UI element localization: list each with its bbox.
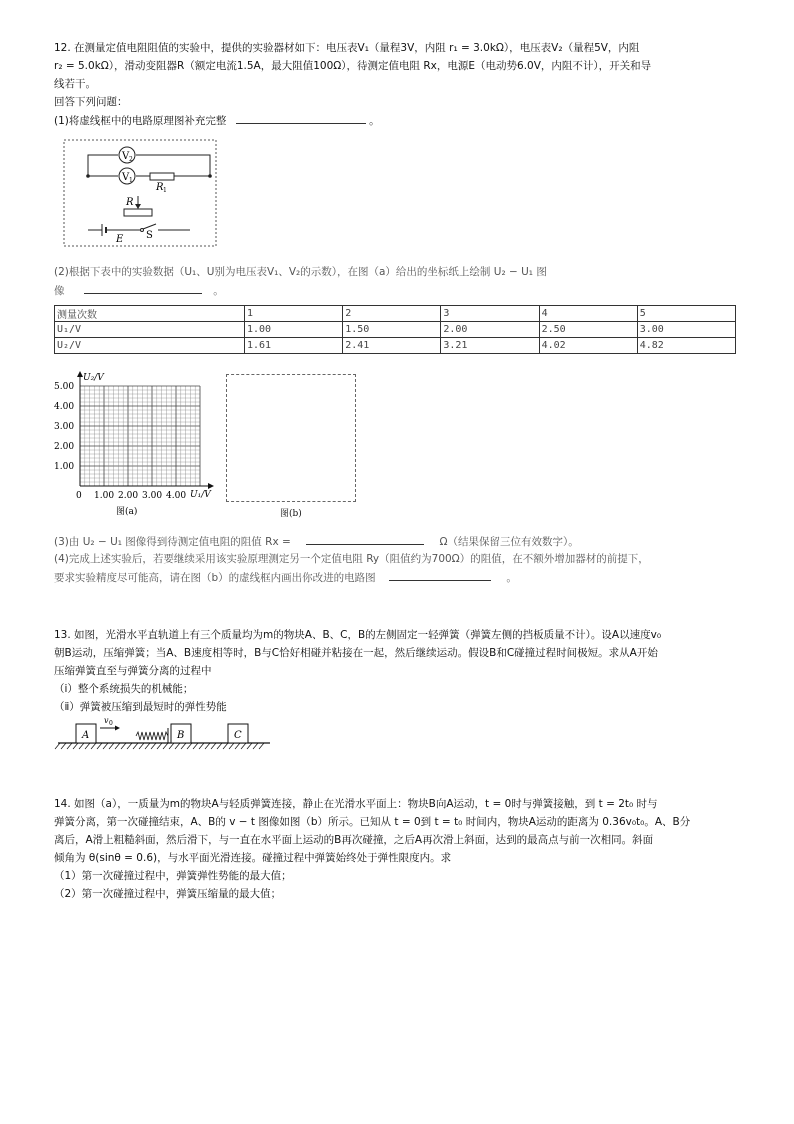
rheostat-r-symbol	[124, 209, 152, 216]
table-cell: 2	[343, 306, 441, 322]
circuit-diagram	[60, 138, 220, 250]
table-cell: U₂/V	[55, 338, 245, 354]
graph-a-xlabel: U₁/V	[190, 490, 211, 500]
q14-line-3: 离后，A滑上粗糙斜面，然后滑下，与一直在水平面上运动的B再次碰撞，之后A再次滑上斜面，达到的最高点与前一次相同。斜面	[54, 834, 654, 846]
table-cell: 2.50	[539, 322, 637, 338]
q12-part2	[54, 264, 547, 280]
table-cell: 3.21	[441, 338, 539, 354]
spring-symbol	[136, 732, 168, 740]
q12-part4-line2	[54, 569, 517, 586]
q12-part2-line2	[54, 282, 224, 299]
q12-part3-end: Ω（结果保留三位有效数字）。	[439, 536, 579, 548]
q13-blocks-diagram	[54, 712, 274, 752]
q13-line-5: （ⅱ）弹簧被压缩到最短时的弹性势能	[54, 701, 227, 713]
block-c-label: C	[234, 730, 242, 741]
q12-prompt: 回答下列问题：	[54, 96, 128, 108]
graph-b-caption: 图(b)	[280, 509, 302, 519]
table-cell: 2.41	[343, 338, 441, 354]
e-label: E	[116, 234, 124, 245]
measurement-table	[54, 305, 736, 354]
velocity-label: v	[104, 716, 109, 725]
graph-a-xtick-label: 2.00	[118, 491, 139, 501]
table-cell: 测量次数	[55, 306, 245, 322]
graph-a-xtick-label: 1.00	[94, 491, 115, 501]
table-cell: 4.02	[539, 338, 637, 354]
velocity-sub: 0	[109, 720, 113, 727]
q12-part4-text-b: 要求实验精度尽可能高，请在图（b）的虚线框内画出你改进的电路图	[54, 572, 376, 584]
table-cell: 4	[539, 306, 637, 322]
v1-label: V	[122, 172, 130, 183]
table-cell: U₁/V	[55, 322, 245, 338]
graph-a-ytick-label: 1.00	[54, 462, 75, 472]
q12-intro-line-2: r₂ = 5.0kΩ），滑动变阻器R（额定电流1.5A，最大阻值100Ω），待测定值电阻 Rx，电源E（电动势6.0V，内阻不计），开关和导	[54, 60, 652, 72]
v2-sub: 2	[129, 156, 133, 163]
q13-line-1: 13. 如图，光滑水平直轨道上有三个质量均为m的物块A、B、C，B的左侧固定一轻弹簧（弹簧左侧的挡板质量不计）。设A以速度v₀	[54, 629, 662, 641]
r-label: R	[126, 197, 134, 208]
table-cell: 1	[245, 306, 343, 322]
r1-sub: 1	[163, 187, 167, 194]
table-cell: 1.50	[343, 322, 441, 338]
q14-line-4: 倾角为 θ(sinθ = 0.6)，与水平面光滑连接。碰撞过程中弹簧始终处于弹性限度内。求	[54, 852, 452, 864]
table-cell: 5	[637, 306, 735, 322]
q13-line-4: （ⅰ）整个系统损失的机械能；	[54, 683, 194, 695]
graph-a-ytick-label: 3.00	[54, 422, 75, 432]
q12-part3-text: (3)由 U₂ − U₁ 图像得到待测定值电阻的阻值 Rx =	[54, 536, 291, 548]
table-cell: 3.00	[637, 322, 735, 338]
r1-label: R	[156, 182, 164, 193]
q12-part4: (4)完成上述实验后，若要继续采用该实验原理测定另一个定值电阻 Ry（阻值约为700Ω）的阻值，在不额外增加器材的前提下，	[54, 553, 649, 565]
q12-part2-end: 。	[213, 285, 224, 297]
q14-line-6: （2）第一次碰撞过程中，弹簧压缩量的最大值；	[54, 888, 282, 900]
graph-a-ytick-label: 4.00	[54, 402, 75, 412]
resistor-r1-symbol	[150, 173, 174, 180]
q12-part2-answer-blank[interactable]	[84, 282, 202, 294]
table-cell: 1.61	[245, 338, 343, 354]
table-cell: 3	[441, 306, 539, 322]
switch-s-symbol	[143, 224, 156, 229]
q13-line-3: 压缩弹簧直至与弹簧分离的过程中	[54, 665, 212, 677]
graph-a-xtick-label: 4.00	[166, 491, 187, 501]
q12-part4-answer-blank[interactable]	[389, 569, 491, 581]
q12-intro-line-3: 线若干。	[54, 78, 96, 90]
graph-a-coordinate-paper	[52, 368, 222, 520]
table-cell: 1.00	[245, 322, 343, 338]
q13-line-2: 朝B运动，压缩弹簧；当A、B速度相等时，B与C恰好相碰并粘接在一起，然后继续运动。假设B和C碰撞过程时间极短。求从A开始	[54, 647, 658, 659]
q14-line-2: 弹簧分离，第一次碰撞结束，A、B的 v − t 图像如图（b）所示。已知从 t = 0到 t = t₀ 时间内，物块A运动的距离为 0.36v₀t₀。A、B分	[54, 816, 691, 828]
block-a-label: A	[82, 730, 90, 741]
graph-a-caption: 图(a)	[116, 507, 138, 517]
block-b-label: B	[177, 730, 185, 741]
table-row	[55, 322, 736, 338]
s-label: S	[146, 230, 153, 241]
graph-a-ylabel: U₂/V	[83, 373, 104, 383]
graph-b-drawing-box[interactable]	[226, 374, 356, 502]
table-cell: 4.82	[637, 338, 735, 354]
table-cell: 2.00	[441, 322, 539, 338]
q12-intro-line-1: 12. 在测量定值电阻阻值的实验中，提供的实验器材如下：电压表V₁（量程3V，内阻 r₁ = 3.0kΩ），电压表V₂（量程5V，内阻	[54, 42, 640, 54]
q14-line-1: 14. 如图（a），一质量为m的物块A与轻质弹簧连接，静止在光滑水平面上：物块B向A运动，t = 0时与弹簧接触，到 t = 2t₀ 时与	[54, 798, 658, 810]
v1-sub: 1	[129, 177, 133, 184]
graph-a-grid	[80, 386, 200, 486]
graph-a-ytick-label: 2.00	[54, 442, 75, 452]
table-row	[55, 338, 736, 354]
q14-line-5: （1）第一次碰撞过程中，弹簧弹性势能的最大值；	[54, 870, 292, 882]
q12-part4-end: 。	[506, 572, 517, 584]
graph-a-xtick-label: 0	[76, 491, 82, 501]
table-row	[55, 306, 736, 322]
q12-part2-text: (2)根据下表中的实验数据（U₁、U别为电压表V₁、V₂的示数），在图（a）给出的坐标纸上绘制 U₂ − U₁ 图	[54, 266, 547, 278]
graph-a-xtick-label: 3.00	[142, 491, 163, 501]
q12-part3	[54, 533, 579, 550]
q12-part2-text-b: 像	[54, 285, 65, 297]
q12-part3-answer-blank[interactable]	[306, 533, 424, 545]
v2-label: V	[122, 151, 130, 162]
q12-part1-end: 。	[369, 115, 380, 127]
q12-part1	[54, 112, 380, 129]
q12-part1-answer-blank[interactable]	[236, 112, 366, 124]
graph-a-ytick-label: 5.00	[54, 382, 75, 392]
q12-part1-text: (1)将虚线框中的电路原理图补充完整	[54, 115, 227, 127]
